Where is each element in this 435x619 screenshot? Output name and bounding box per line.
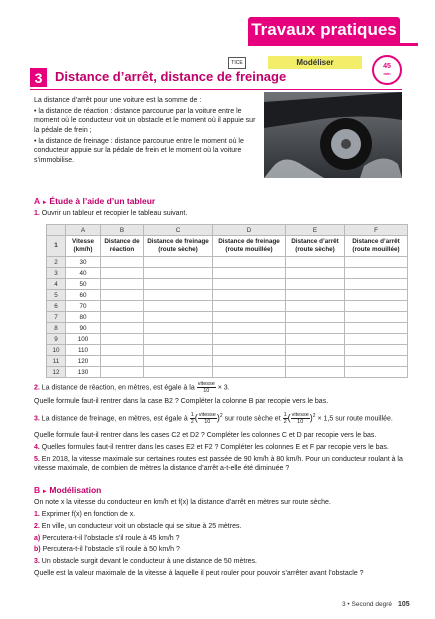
row-number: 2 <box>47 257 66 268</box>
empty-cell <box>101 268 144 279</box>
intro-line: La distance d’arrêt pour une voiture est la somme de : <box>34 97 202 104</box>
speed-cell: 90 <box>66 323 101 334</box>
column-header <box>47 225 66 236</box>
empty-cell <box>286 268 345 279</box>
table-row <box>47 345 408 356</box>
table-row <box>47 301 408 312</box>
empty-cell <box>213 257 286 268</box>
empty-cell <box>144 257 213 268</box>
intro-braking: • la distance de freinage : distance parcourue entre le moment où le conducteur appuie sur la pédale de frein et le moment où la voiture s’immobilise. <box>34 138 244 164</box>
row-number: 10 <box>47 345 66 356</box>
empty-cell <box>345 334 408 345</box>
table-header-cell: Distance d’arrêt (route mouillée) <box>345 236 408 257</box>
row-number: 4 <box>47 279 66 290</box>
empty-cell <box>345 323 408 334</box>
empty-cell <box>213 301 286 312</box>
section-a-title <box>34 196 155 206</box>
intro-reaction: • la distance de réaction : distance parcourue par la voiture entre le moment où le conducteur voit un obstacle et le moment où il appuie sur la pédale de frein ; <box>34 108 256 134</box>
empty-cell <box>144 356 213 367</box>
speed-cell: 30 <box>66 257 101 268</box>
duration-clock-icon <box>372 55 402 85</box>
row-number: 9 <box>47 334 66 345</box>
empty-cell <box>101 290 144 301</box>
empty-cell <box>286 290 345 301</box>
empty-cell <box>144 334 213 345</box>
table-row <box>47 268 408 279</box>
empty-cell <box>213 290 286 301</box>
table-row <box>47 323 408 334</box>
table-row <box>47 279 408 290</box>
empty-cell <box>101 334 144 345</box>
question-a1: 1. Ouvrir un tableur et recopier le tableau suivant. <box>34 210 188 217</box>
table-row <box>47 367 408 378</box>
empty-cell <box>286 367 345 378</box>
speed-cell: 130 <box>66 367 101 378</box>
empty-cell <box>144 345 213 356</box>
empty-cell <box>345 367 408 378</box>
empty-cell <box>286 323 345 334</box>
empty-cell <box>345 257 408 268</box>
empty-cell <box>144 367 213 378</box>
question-a3-formula: Quelle formule faut-il rentrer dans les cases C2 et D2 ? Compléter les colonnes C et D par recopie vers le bas. <box>34 432 377 439</box>
row-number: 3 <box>47 268 66 279</box>
page-number: 105 <box>397 601 410 608</box>
empty-cell <box>345 345 408 356</box>
arrow-right-icon: ► <box>40 200 50 206</box>
exercise-title: Distance d’arrêt, distance de freinage <box>55 69 287 84</box>
empty-cell <box>101 323 144 334</box>
column-header: C <box>144 225 213 236</box>
empty-cell <box>345 301 408 312</box>
empty-cell <box>213 367 286 378</box>
empty-cell <box>101 312 144 323</box>
question-b2b: b) Percutera-t-il l’obstacle s’il roule à 50 km/h ? <box>34 546 180 553</box>
question-b1: 1. Exprimer f(x) en fonction de x. <box>34 511 136 518</box>
empty-cell <box>286 312 345 323</box>
page-footer <box>342 601 410 608</box>
empty-cell <box>345 268 408 279</box>
empty-cell <box>144 290 213 301</box>
empty-cell <box>144 268 213 279</box>
section-b-intro: On note x la vitesse du conducteur en km/h et f(x) la distance d’arrêt en mètres sur route sèche. <box>34 499 331 506</box>
empty-cell <box>345 279 408 290</box>
row-number: 7 <box>47 312 66 323</box>
empty-cell <box>213 279 286 290</box>
empty-cell <box>144 323 213 334</box>
empty-cell <box>286 279 345 290</box>
empty-cell <box>213 356 286 367</box>
car-wet-road-photo <box>264 92 402 178</box>
question-b2a: a) Percutera-t-il l’obstacle s’il roule à 45 km/h ? <box>34 535 180 542</box>
column-header: F <box>345 225 408 236</box>
column-header: D <box>213 225 286 236</box>
section-a-heading: Étude à l’aide d’un tableur <box>49 196 156 206</box>
table-row <box>47 312 408 323</box>
speed-cell: 100 <box>66 334 101 345</box>
header-title: Travaux pratiques <box>248 17 400 43</box>
table-header-cell: Distance d’arrêt (route sèche) <box>286 236 345 257</box>
empty-cell <box>213 345 286 356</box>
empty-cell <box>213 312 286 323</box>
modeliser-badge: Modéliser <box>268 56 362 69</box>
empty-cell <box>101 345 144 356</box>
empty-cell <box>286 334 345 345</box>
empty-cell <box>286 356 345 367</box>
speed-cell: 70 <box>66 301 101 312</box>
empty-cell <box>213 334 286 345</box>
empty-cell <box>101 279 144 290</box>
table-row <box>47 356 408 367</box>
speed-cell: 60 <box>66 290 101 301</box>
table-header-cell: Distance de réaction <box>101 236 144 257</box>
empty-cell <box>144 312 213 323</box>
header-rule <box>248 43 418 46</box>
row-number: 8 <box>47 323 66 334</box>
empty-cell <box>286 301 345 312</box>
row-number: 11 <box>47 356 66 367</box>
empty-cell <box>213 323 286 334</box>
speed-cell: 120 <box>66 356 101 367</box>
row-number: 5 <box>47 290 66 301</box>
section-b-title: B ► Modélisation <box>34 485 102 495</box>
empty-cell <box>213 268 286 279</box>
empty-cell <box>286 345 345 356</box>
table-row <box>47 290 408 301</box>
empty-cell <box>345 356 408 367</box>
column-header: E <box>286 225 345 236</box>
empty-cell <box>345 290 408 301</box>
empty-cell <box>345 312 408 323</box>
speed-cell: 50 <box>66 279 101 290</box>
fraction: $\frac{\text{vitesse}}{10}$ <box>197 381 215 394</box>
row-number: 6 <box>47 301 66 312</box>
empty-cell <box>144 301 213 312</box>
question-b2: 2. En ville, un conducteur voit un obstacle qui se situe à 25 mètres. <box>34 523 242 530</box>
question-b3: 3. Un obstacle surgit devant le conducteur à une distance de 50 mètres. <box>34 558 257 565</box>
empty-cell <box>101 367 144 378</box>
empty-cell <box>144 279 213 290</box>
row-number: 1 <box>47 236 66 257</box>
table-header-cell: Vitesse (km/h) <box>66 236 101 257</box>
spreadsheet-table <box>46 224 408 378</box>
title-rule <box>30 89 402 90</box>
duration-unit: min <box>383 71 391 76</box>
question-a3: 3. La distance de freinage, en mètres, est égale à $\frac{1}{2}$ ( $\frac{\text{vitesse}}{10}$ )$^2$ sur route sèche et $\frac{1}{2}$ ( $\frac{\text{vitesse}}{10}$ )$^2$ × 1,5 sur route mouillée. <box>34 412 393 425</box>
empty-cell <box>286 257 345 268</box>
question-a2: 2. La distance de réaction, en mètres, est égale à la $\frac{\text{vitesse}}{10}$ × 3. <box>34 381 230 394</box>
table-row <box>47 257 408 268</box>
table-row <box>47 334 408 345</box>
speed-cell: 110 <box>66 345 101 356</box>
section-a-letter: A <box>34 196 41 206</box>
question-a2-formula: Quelle formule faut-il rentrer dans la case B2 ? Compléter la colonne B par recopie vers le bas. <box>34 398 329 405</box>
exercise-number: 3 <box>30 68 47 87</box>
table-header-cell: Distance de freinage (route sèche) <box>144 236 213 257</box>
arrow-right-icon: ► <box>40 489 50 495</box>
table-header-cell: Distance de freinage (route mouillée) <box>213 236 286 257</box>
question-a5: 5. En 2018, la vitesse maximale sur certaines routes est passée de 90 km/h à 80 km/h. Pour un conducteur roulant à la vitesse maximale, de combien de mètres la distance d’arrêt a-t-elle été diminuée ? <box>34 456 403 473</box>
chapter-label: 3 • Second degré <box>342 601 392 608</box>
column-header: B <box>101 225 144 236</box>
tice-badge: TICE <box>228 57 246 69</box>
question-b3-text: Quelle est la valeur maximale de la vitesse à laquelle il peut rouler pour pouvoir s’arrêter avant l’obstacle ? <box>34 570 364 577</box>
duration-value: 45 <box>383 63 391 70</box>
row-number: 12 <box>47 367 66 378</box>
empty-cell <box>101 301 144 312</box>
column-header: A <box>66 225 101 236</box>
speed-cell: 80 <box>66 312 101 323</box>
empty-cell <box>101 257 144 268</box>
question-a4: 4. Quelles formules faut-il rentrer dans les cases E2 et F2 ? Compléter les colonnes E et F par recopie vers le bas. <box>34 444 389 451</box>
speed-cell: 40 <box>66 268 101 279</box>
empty-cell <box>101 356 144 367</box>
